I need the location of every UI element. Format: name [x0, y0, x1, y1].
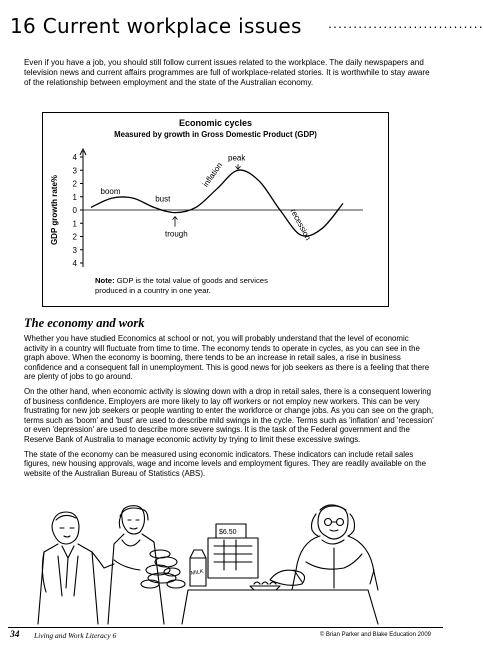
note-text: GDP is the total value of goods and services produced in a country in one year. [95, 276, 268, 295]
footer-copyright: © Brian Parker and Blake Education 2009 [319, 632, 431, 638]
y-tick-label: 3 [72, 166, 77, 176]
intro-paragraph: Even if you have a job, you should still follow current issues related to the workplace. The daily newspapers and television news and current affairs programmes are full of workplace-related stories. It is worthwhile to stay aware of the relationship between employment and the state of the Australian economy. [24, 58, 430, 88]
y-tick-label: 4 [72, 153, 77, 162]
cartoon-illustration [38, 500, 410, 624]
body-text [24, 334, 434, 483]
annotation-trough: trough [165, 229, 188, 239]
note-label: Note: [95, 276, 115, 285]
y-axis-label: GDP growth rate% [50, 174, 59, 246]
y-tick-label: 2 [72, 232, 77, 242]
y-tick-label: 4 [72, 259, 77, 268]
annotation-inflation: inflation [201, 160, 225, 189]
milk-carton [190, 550, 206, 586]
paragraph-1: Whether you have studied Economics at school or not, you will probably understand that the level of economic activity in a country will fluctuate from time to time. The economy tends to operate in cycles, as you can see in the graph above. When the economy is booming, there tends to be an increase in retail sales, a rise in business confidence and a consequent fall in unemployment. This is good news for job seekers as there is a feeling that there are plenty of jobs to go around. [24, 334, 430, 382]
cash-register [208, 524, 258, 578]
milk-label: MILK [190, 568, 205, 577]
y-tick-label: 1 [72, 192, 77, 202]
footer-page-number: 34 [10, 630, 20, 640]
annotation-bust: bust [155, 194, 171, 204]
annotation-peak: peak [228, 153, 246, 163]
man-in-suit-figure [38, 512, 114, 624]
chart-subtitle: Measured by growth in Gross Domestic Product (GDP) [114, 130, 317, 139]
y-tick-label: 1 [72, 219, 77, 229]
footer-rule [8, 627, 443, 628]
page-title: 16 Current workplace issues [10, 14, 302, 38]
peak-arrow [236, 164, 241, 169]
egg-carton [250, 582, 280, 590]
register-display: $6.50 [219, 529, 237, 536]
trough-arrow [173, 217, 178, 227]
shop-counter [182, 590, 378, 624]
y-tick-label: 3 [72, 245, 77, 255]
annotation-boom: boom [100, 187, 121, 197]
y-tick-label: 2 [72, 179, 77, 189]
footer-book-title: Living and Work Literacy 6 [34, 631, 117, 640]
section-heading: The economy and work [24, 316, 145, 330]
economic-cycles-chart [42, 112, 389, 307]
chart-note [95, 276, 295, 296]
title-dots: ............................... [327, 20, 483, 31]
paragraph-3: The state of the economy can be measured using economic indicators. These indicators can include retail sales figures, new housing approvals, wage and income levels and employment figures. They are readily available on the website of the Australian Bureau of Statistics (ABS). [24, 449, 427, 478]
paragraph-2: On the other hand, when economic activity is slowing down with a drop in retail sales, there is a consequent lowering of business confidence. Employers are more likely to lay off workers or not employ new workers. This can be very frustrating for new job seekers or people wanting to enter the workforce or change jobs. As you can see on the graph, terms such as 'boom' and 'bust' are used to describe mild swings in the cycle. Terms such as 'inflation' and 'recession' or even 'depression' are used to describe more severe swings. It is the task of the Federal government and the Reserve Bank of Australia to manage economic activity by trying to limit these excessive swings. [24, 386, 434, 444]
coin-pile [141, 550, 185, 588]
chart-title: Economic cycles [178, 118, 253, 128]
y-tick-label: 0 [72, 206, 77, 215]
annotation-recession: recession [288, 207, 313, 242]
